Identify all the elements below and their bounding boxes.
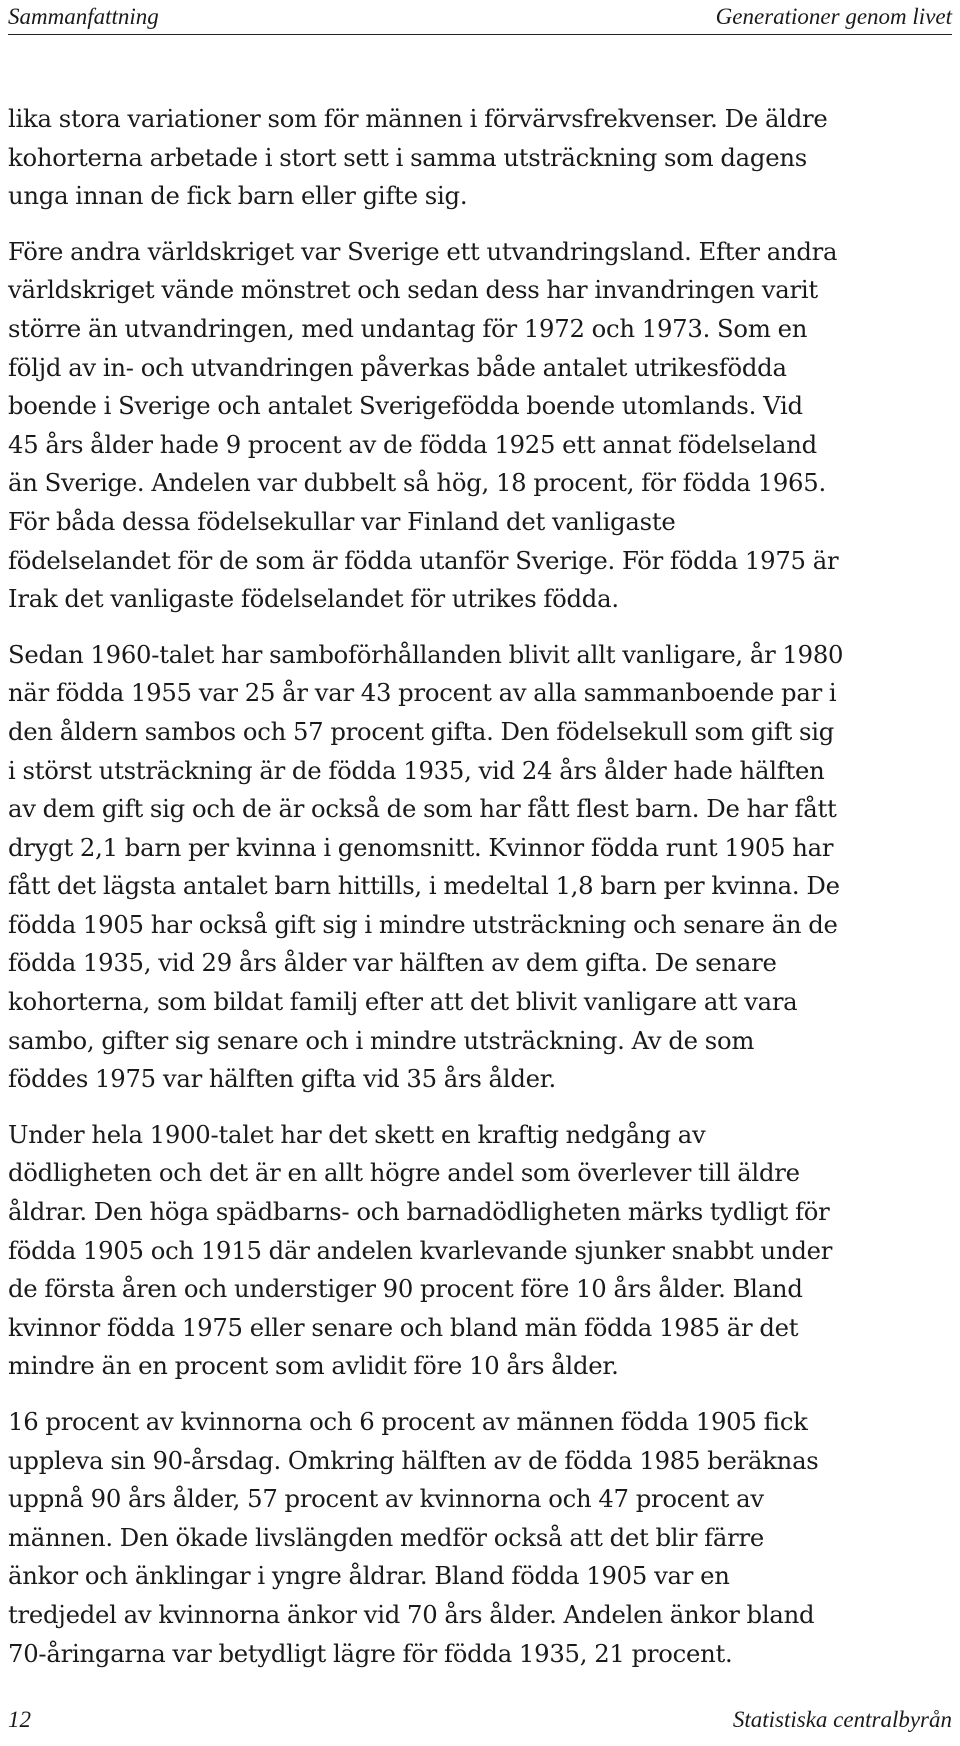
- text-line: fått det lägsta antalet barn hittills, i medeltal 1,8 barn per kvinna. De: [8, 871, 840, 901]
- text-line: kohorterna arbetade i stort sett i samma utsträckning som dagens: [8, 142, 807, 172]
- text-line: unga innan de fick barn eller gifte sig.: [8, 181, 468, 211]
- text-line: tredjedel av kvinnorna änkor vid 70 års ålder. Andelen änkor bland: [8, 1599, 815, 1629]
- text-line: Irak det vanligaste födelselandet för utrikes födda.: [8, 584, 619, 614]
- text-line: kvinnor födda 1975 eller senare och bland män födda 1985 är det: [8, 1312, 799, 1342]
- text-line: dödligheten och det är en allt högre andel som överlever till äldre: [8, 1158, 800, 1188]
- text-line: mindre än en procent som avlidit före 10 års ålder.: [8, 1351, 619, 1381]
- text-line: 16 procent av kvinnorna och 6 procent av männen födda 1905 fick: [8, 1407, 808, 1436]
- text-line: männen. Den ökade livslängden medför också att det blir färre: [8, 1522, 765, 1552]
- text-line: änkor och änklingar i yngre åldrar. Bland födda 1905 var en: [8, 1561, 730, 1591]
- text-line: Under hela 1900-talet har det skett en kraftig nedgång av: [8, 1119, 706, 1149]
- text-line: födda 1905 har också gift sig i mindre utsträckning och senare än de: [8, 909, 838, 939]
- page-number: 12: [8, 1707, 31, 1732]
- text-line: åldrar. Den höga spädbarns- och barnadödligheten märks tydligt för: [8, 1197, 830, 1227]
- text-line: boende i Sverige och antalet Sverigefödda boende utomlands. Vid: [8, 391, 803, 421]
- text-line: världskriget vände mönstret och sedan dess har invandringen varit: [8, 275, 818, 305]
- paragraph: [8, 1403, 954, 1673]
- header-publication-title: Generationer genom livet: [715, 4, 952, 29]
- text-line: föddes 1975 var hälften gifta vid 35 års ålder.: [8, 1064, 556, 1094]
- text-line: födelselandet för de som är födda utanför Sverige. För födda 1975 är: [8, 545, 839, 575]
- text-line: 45 års ålder hade 9 procent av de födda 1925 ett annat födelseland: [8, 429, 817, 459]
- text-line: än Sverige. Andelen var dubbelt så hög, 18 procent, för födda 1965.: [8, 468, 826, 498]
- text-line: 70-åringarna var betydligt lägre för födda 1935, 21 procent.: [8, 1638, 733, 1668]
- text-line: För båda dessa födelsekullar var Finland det vanligaste: [8, 506, 676, 536]
- text-line: födda 1935, vid 29 års ålder var hälften av dem gifta. De senare: [8, 948, 777, 978]
- text-line: följd av in- och utvandringen påverkas både antalet utrikesfödda: [8, 352, 787, 382]
- text-line: uppnå 90 års ålder, 57 procent av kvinnorna och 47 procent av: [8, 1484, 764, 1514]
- paragraph: [8, 233, 954, 619]
- running-header: [8, 0, 952, 35]
- text-line: Före andra världskriget var Sverige ett utvandringsland. Efter andra: [8, 236, 838, 266]
- paragraph: [8, 100, 954, 216]
- text-line: när födda 1955 var 25 år var 43 procent av alla sammanboende par i: [8, 678, 837, 708]
- text-line: de första åren och understiger 90 procent före 10 års ålder. Bland: [8, 1274, 803, 1304]
- text-line: födda 1905 och 1915 där andelen kvarlevande sjunker snabbt under: [8, 1235, 833, 1265]
- text-line: kohorterna, som bildat familj efter att det blivit vanligare att vara: [8, 987, 798, 1017]
- text-line: uppleva sin 90-årsdag. Omkring hälften av de födda 1985 beräknas: [8, 1445, 819, 1475]
- paragraph: [8, 1116, 954, 1386]
- body-text: [8, 100, 954, 1690]
- text-line: Sedan 1960-talet har samboförhållanden blivit allt vanligare, år 1980: [8, 639, 844, 669]
- paragraph: [8, 636, 954, 1099]
- text-line: drygt 2,1 barn per kvinna i genomsnitt. Kvinnor födda runt 1905 har: [8, 832, 834, 862]
- text-line: i störst utsträckning är de födda 1935, vid 24 års ålder hade hälften: [8, 755, 825, 785]
- running-footer: [8, 1705, 952, 1735]
- text-line: lika stora variationer som för männen i förvärvsfrekvenser. De äldre: [8, 104, 828, 133]
- publisher-name: Statistiska centralbyrån: [732, 1707, 952, 1732]
- text-line: sambo, gifter sig senare och i mindre utsträckning. Av de som: [8, 1025, 755, 1055]
- text-line: den åldern sambos och 57 procent gifta. Den födelsekull som gift sig: [8, 716, 835, 746]
- header-section-title: Sammanfattning: [8, 4, 159, 29]
- text-line: av dem gift sig och de är också de som har fått flest barn. De har fått: [8, 794, 837, 824]
- text-line: större än utvandringen, med undantag för 1972 och 1973. Som en: [8, 313, 808, 343]
